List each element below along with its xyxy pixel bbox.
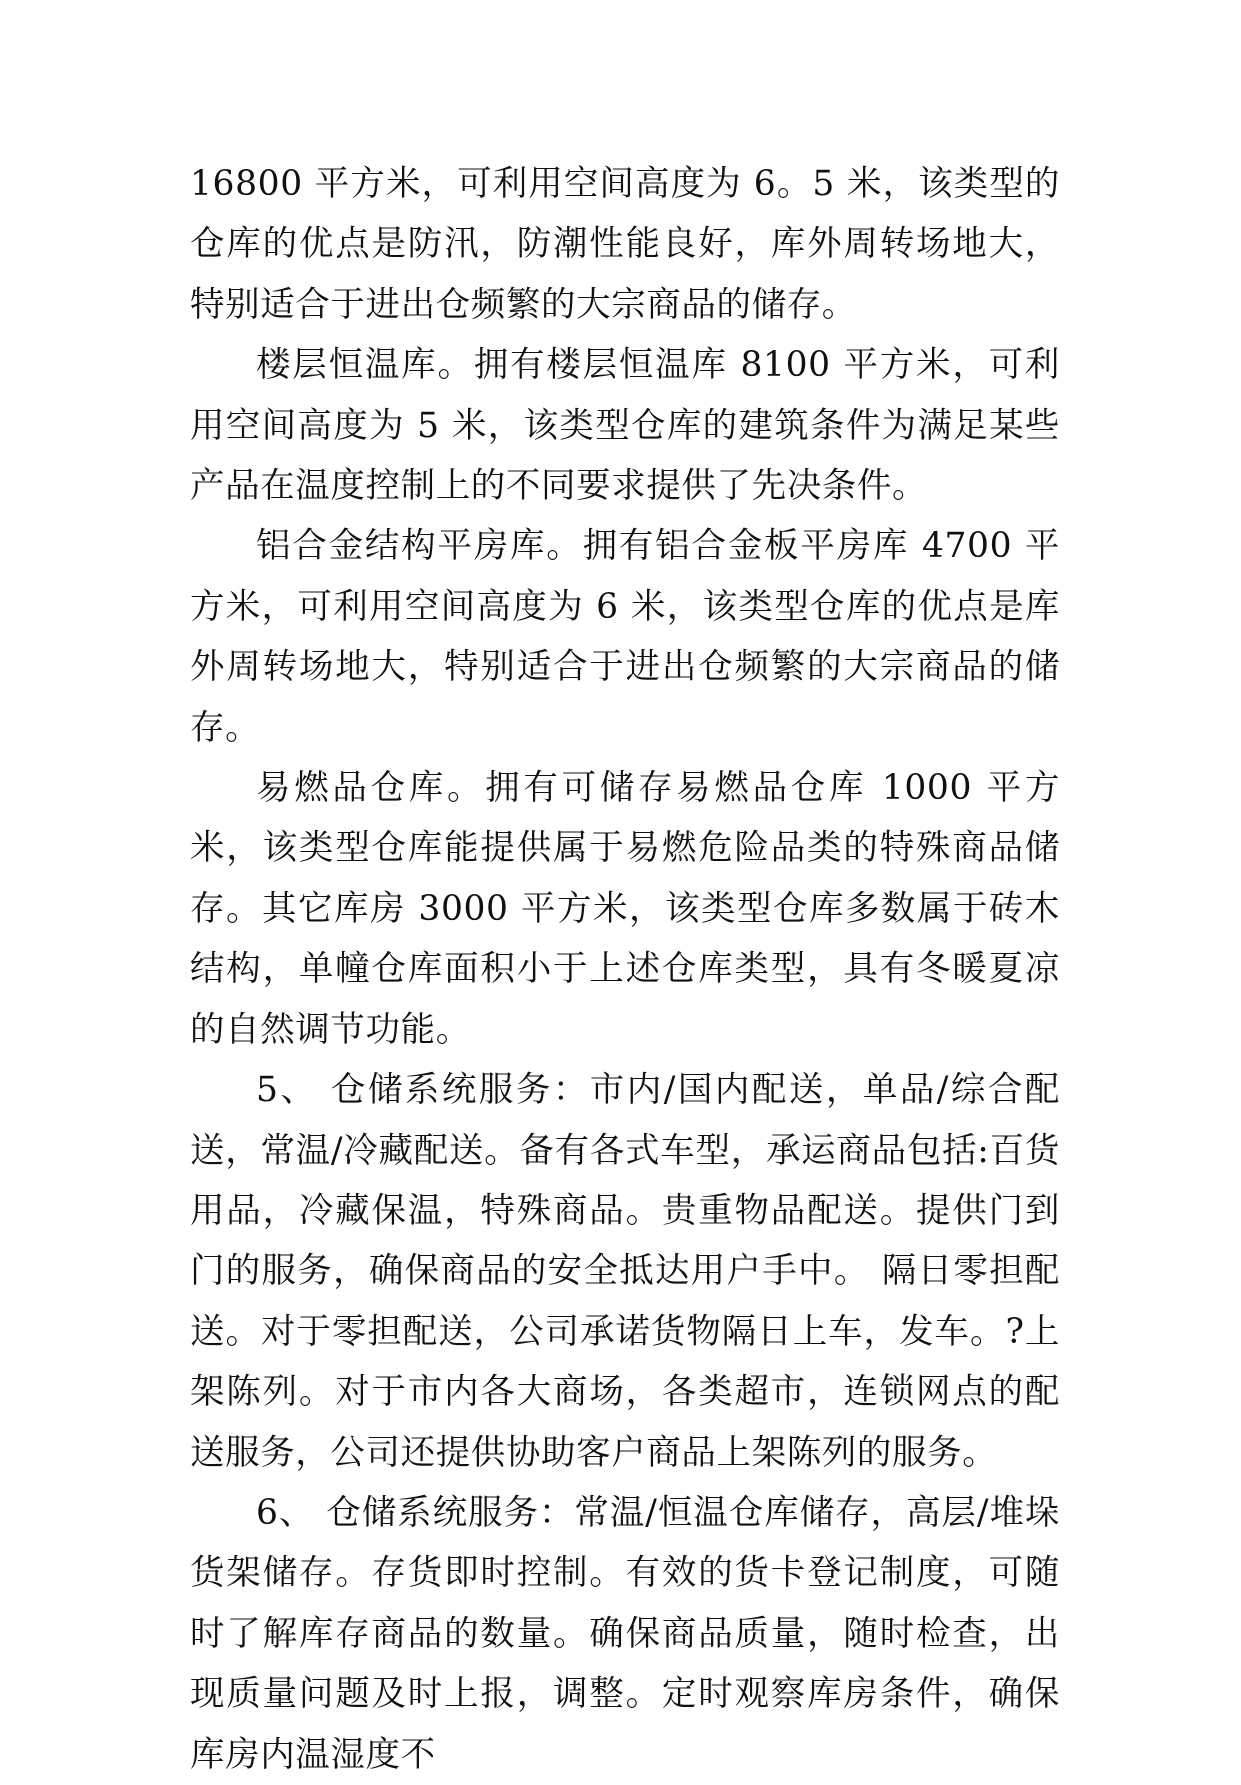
paragraph-warehouse-overview: 16800 平方米，可利用空间高度为 6。5 米，该类型的仓库的优点是防汛，防潮性能良好，库外周转场地大，特别适合于进出仓频繁的大宗商品的储存。 xyxy=(190,164,1060,325)
paragraph-aluminum-warehouse: 铝合金结构平房库。拥有铝合金板平房库 4700 平方米，可利用空间高度为 6 米，该类型仓库的优点是库外周转场地大，特别适合于进出仓频繁的大宗商品的储存。 xyxy=(190,526,1060,748)
paragraph-floor-constant-temp-warehouse: 楼层恒温库。拥有楼层恒温库 8100 平方米，可利用空间高度为 5 米，该类型仓库的建筑条件为满足某些产品在温度控制上的不同要求提供了先决条件。 xyxy=(190,345,1060,507)
paragraph-flammable-warehouse: 易燃品仓库。拥有可储存易燃品仓库 1000 平方米，该类型仓库能提供属于易燃危险品类的特殊商品储存。其它库房 3000 平方米，该类型仓库多数属于砖木结构，单幢仓库面积小于上述仓库类型，具有冬暖夏凉的自然调节功能。 xyxy=(190,768,1060,1050)
document-page xyxy=(190,154,1060,1785)
paragraph-service-6: 6、 仓储系统服务：常温/恒温仓库储存，高层/堆垛货架储存。存货即时控制。有效的货卡登记制度，可随时了解库存商品的数量。确保商品质量，随时检查，出现质量问题及时上报，调整。定时观察库房条件，确保库房内温湿度不 xyxy=(190,1492,1060,1775)
paragraph-service-5: 5、 仓储系统服务：市内/国内配送，单品/综合配送，常温/冷藏配送。备有各式车型，承运商品包括:百货用品，冷藏保温，特殊商品。贵重物品配送。提供门到门的服务，确保商品的安全抵达用户手中。 隔日零担配送。对于零担配送，公司承诺货物隔日上车，发车。?上架陈列。对于市内各大商场，各类超市，连锁网点的配送服务，公司还提供协助客户商品上架陈列的服务。 xyxy=(190,1070,1060,1473)
